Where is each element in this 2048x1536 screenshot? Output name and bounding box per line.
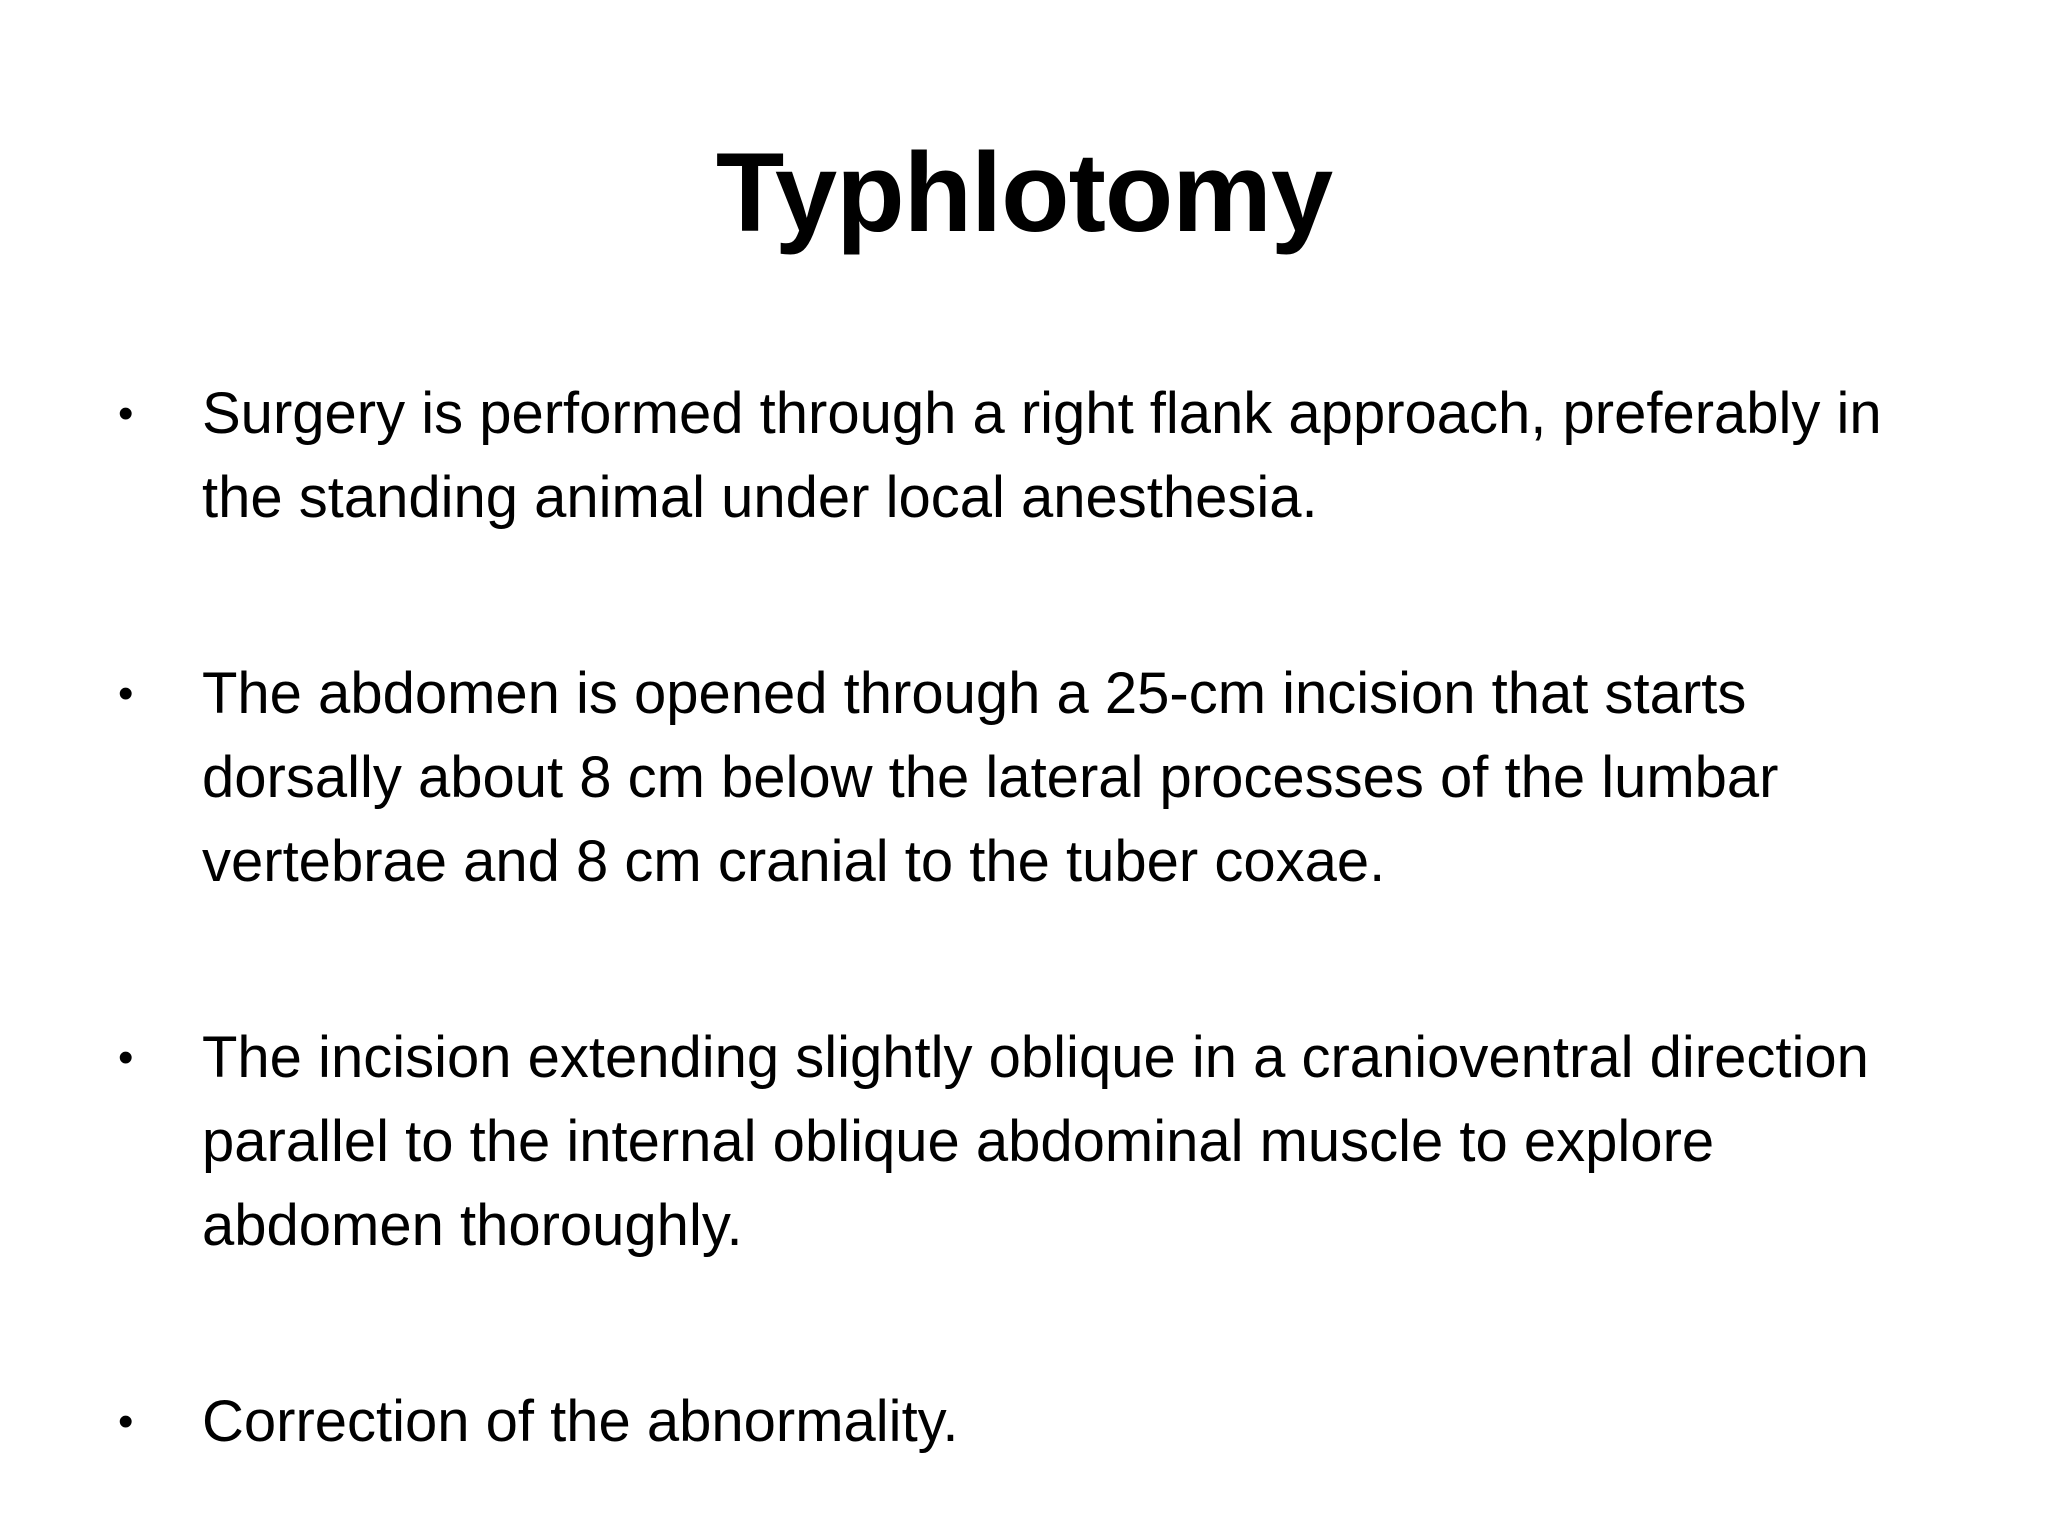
list-item [118, 1016, 1948, 1268]
bullet-list [118, 372, 1948, 1464]
bullet-text: Surgery is performed through a right flank approach, preferably in the standing animal under local anesthesia. [202, 381, 1882, 530]
list-item [118, 372, 1948, 540]
bullet-text: Correction of the abnormality. [202, 1389, 959, 1454]
bullet-text: The incision extending slightly oblique in a cranioventral direction parallel to the internal oblique abdominal muscle to explore abdomen thoroughly. [202, 1025, 1869, 1258]
list-item [118, 652, 1948, 904]
bullet-icon: • [118, 389, 134, 438]
list-item [118, 1380, 1948, 1464]
bullet-icon: • [118, 1033, 134, 1082]
slide-title: Typhlotomy [715, 130, 1333, 255]
bullet-text: The abdomen is opened through a 25-cm incision that starts dorsally about 8 cm below the lateral processes of the lumbar vertebrae and 8 cm cranial to the tuber coxae. [202, 661, 1779, 894]
bullet-icon: • [118, 669, 134, 718]
bullet-icon: • [118, 1397, 134, 1446]
